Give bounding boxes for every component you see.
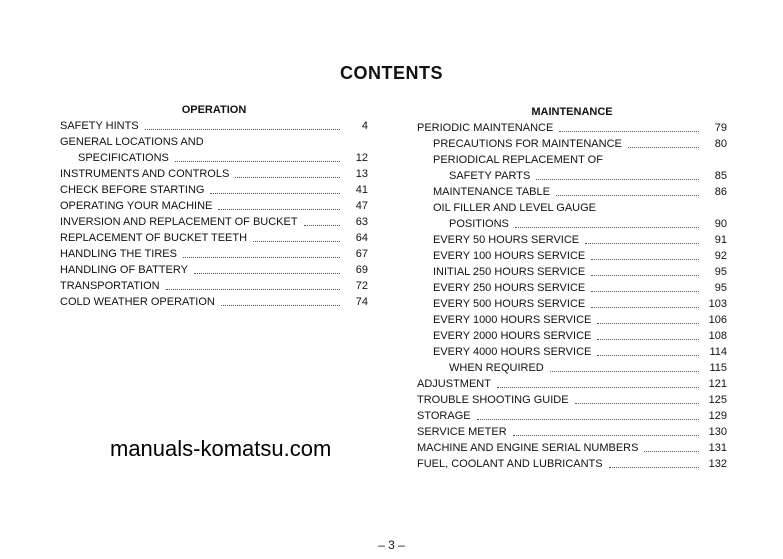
dot-leader <box>597 339 699 340</box>
toc-entry-page: 67 <box>355 248 368 260</box>
toc-entry-page: 95 <box>714 282 727 294</box>
toc-entry-page: 69 <box>355 264 368 276</box>
toc-entry <box>417 455 727 471</box>
toc-entry-page: 108 <box>708 330 727 342</box>
page-number: – 3 – <box>378 538 405 552</box>
toc-entry-label: POSITIONS <box>449 218 509 230</box>
toc-entry-label: HANDLING OF BATTERY <box>60 264 188 276</box>
dot-leader <box>145 129 340 130</box>
dot-leader <box>304 225 340 226</box>
toc-entry <box>60 149 368 165</box>
toc-entry-label: SERVICE METER <box>417 426 507 438</box>
toc-entry <box>417 407 727 423</box>
toc-entry <box>417 279 727 295</box>
maintenance-section <box>417 105 727 471</box>
toc-entry-page: 92 <box>714 250 727 262</box>
toc-entry-label: TRANSPORTATION <box>60 280 160 292</box>
maintenance-list <box>417 119 727 471</box>
dot-leader <box>597 323 699 324</box>
dot-leader <box>194 273 340 274</box>
toc-entry-page: 64 <box>355 232 368 244</box>
toc-entry <box>60 213 368 229</box>
dot-leader <box>515 227 699 228</box>
toc-entry-label: EVERY 50 HOURS SERVICE <box>433 234 580 246</box>
toc-entry <box>60 245 368 261</box>
dot-leader <box>235 177 340 178</box>
toc-entry-label: PRECAUTIONS FOR MAINTENANCE <box>433 138 622 150</box>
dot-leader <box>628 147 699 148</box>
toc-entry-page: 63 <box>355 216 368 228</box>
dot-leader <box>175 161 340 162</box>
toc-entry-label: REPLACEMENT OF BUCKET TEETH <box>60 232 248 244</box>
toc-entry-label: INSTRUMENTS AND CONTROLS <box>60 168 230 180</box>
dot-leader <box>253 241 340 242</box>
toc-entry-page: 47 <box>355 200 368 212</box>
dot-leader <box>556 195 699 196</box>
toc-entry-label: INVERSION AND REPLACEMENT OF BUCKET <box>60 216 298 228</box>
toc-entry <box>417 311 727 327</box>
dot-leader <box>575 403 699 404</box>
toc-entry-label: SAFETY HINTS <box>60 120 139 132</box>
toc-entry-label: STORAGE <box>417 410 471 422</box>
dot-leader <box>609 467 699 468</box>
toc-entry-page: 125 <box>708 394 727 406</box>
toc-entry-label: PERIODIC MAINTENANCE <box>417 122 554 134</box>
toc-entry-label: EVERY 500 HOURS SERVICE <box>433 298 586 310</box>
toc-entry-page: 95 <box>714 266 727 278</box>
toc-entry-label: EVERY 1000 HOURS SERVICE <box>433 314 592 326</box>
toc-entry-label: COLD WEATHER OPERATION <box>60 296 215 308</box>
toc-entry <box>60 277 368 293</box>
toc-entry-label: EVERY 250 HOURS SERVICE <box>433 282 586 294</box>
dot-leader <box>497 387 699 388</box>
toc-entry <box>60 261 368 277</box>
toc-entry <box>60 165 368 181</box>
toc-entry-page: 132 <box>708 458 727 470</box>
toc-entry-page: 79 <box>714 122 727 134</box>
toc-entry-label: MACHINE AND ENGINE SERIAL NUMBERS <box>417 442 639 454</box>
toc-entry <box>417 231 727 247</box>
operation-section <box>60 103 368 309</box>
toc-entry-label: FUEL, COOLANT AND LUBRICANTS <box>417 458 603 470</box>
toc-entry <box>417 343 727 359</box>
page-title: CONTENTS <box>340 63 443 83</box>
dot-leader <box>536 179 699 180</box>
toc-entry <box>417 375 727 391</box>
toc-entry-page: 130 <box>708 426 727 438</box>
toc-entry-page: 91 <box>714 234 727 246</box>
toc-entry-page: 13 <box>355 168 368 180</box>
toc-entry <box>60 293 368 309</box>
dot-leader <box>221 305 340 306</box>
dot-leader <box>585 243 699 244</box>
toc-entry <box>417 151 727 167</box>
operation-heading: OPERATION <box>181 104 247 116</box>
toc-entry-page: 131 <box>708 442 727 454</box>
toc-entry <box>417 247 727 263</box>
toc-entry <box>60 197 368 213</box>
toc-entry-page: 74 <box>355 296 368 308</box>
dot-leader <box>559 131 699 132</box>
toc-entry <box>417 183 727 199</box>
toc-entry-label: EVERY 2000 HOURS SERVICE <box>433 330 592 342</box>
toc-entry <box>417 295 727 311</box>
toc-entry-page: 129 <box>708 410 727 422</box>
toc-entry <box>417 167 727 183</box>
watermark: manuals-komatsu.com <box>110 436 332 461</box>
toc-entry-label: WHEN REQUIRED <box>449 362 544 374</box>
dot-leader <box>591 259 699 260</box>
toc-entry-page: 80 <box>714 138 727 150</box>
toc-entry-label: TROUBLE SHOOTING GUIDE <box>417 394 569 406</box>
toc-entry-page: 90 <box>714 218 727 230</box>
toc-entry-page: 72 <box>355 280 368 292</box>
toc-entry-page: 85 <box>714 170 727 182</box>
dot-leader <box>591 275 699 276</box>
toc-entry <box>417 439 727 455</box>
dot-leader <box>218 209 340 210</box>
dot-leader <box>591 291 699 292</box>
toc-entry-label: HANDLING THE TIRES <box>60 248 177 260</box>
toc-entry-label: EVERY 4000 HOURS SERVICE <box>433 346 592 358</box>
toc-entry-label: OPERATING YOUR MACHINE <box>60 200 213 212</box>
toc-entry-label: GENERAL LOCATIONS AND <box>60 136 204 148</box>
toc-entry-page: 12 <box>355 152 368 164</box>
toc-entry-page: 115 <box>709 362 727 374</box>
toc-entry-label: SAFETY PARTS <box>449 170 531 182</box>
toc-entry-page: 4 <box>361 120 368 132</box>
toc-entry-label: PERIODICAL REPLACEMENT OF <box>433 154 603 166</box>
toc-entry <box>60 133 368 149</box>
toc-entry <box>417 199 727 215</box>
dot-leader <box>597 355 699 356</box>
toc-entry-page: 86 <box>714 186 727 198</box>
dot-leader <box>550 371 699 372</box>
maintenance-heading: MAINTENANCE <box>531 106 613 118</box>
toc-entry <box>60 229 368 245</box>
toc-entry-page: 41 <box>355 184 368 196</box>
dot-leader <box>477 419 699 420</box>
toc-entry <box>417 423 727 439</box>
dot-leader <box>166 289 340 290</box>
toc-entry <box>417 215 727 231</box>
toc-entry-page: 103 <box>708 298 727 310</box>
toc-entry-label: INITIAL 250 HOURS SERVICE <box>433 266 586 278</box>
toc-entry <box>60 181 368 197</box>
dot-leader <box>183 257 340 258</box>
toc-entry-label: CHECK BEFORE STARTING <box>60 184 205 196</box>
toc-entry-label: OIL FILLER AND LEVEL GAUGE <box>433 202 597 214</box>
toc-entry-page: 114 <box>709 346 727 358</box>
toc-entry <box>417 359 727 375</box>
toc-entry <box>60 117 368 133</box>
operation-list <box>60 117 368 309</box>
dot-leader <box>644 451 699 452</box>
dot-leader <box>591 307 699 308</box>
toc-entry-label: ADJUSTMENT <box>417 378 491 390</box>
toc-entry-label: EVERY 100 HOURS SERVICE <box>433 250 586 262</box>
toc-entry-label: SPECIFICATIONS <box>78 152 169 164</box>
toc-entry <box>417 135 727 151</box>
dot-leader <box>513 435 699 436</box>
toc-entry <box>417 391 727 407</box>
toc-entry <box>417 119 727 135</box>
toc-entry-page: 121 <box>708 378 727 390</box>
toc-entry <box>417 327 727 343</box>
dot-leader <box>210 193 340 194</box>
toc-entry <box>417 263 727 279</box>
toc-entry-label: MAINTENANCE TABLE <box>433 186 550 198</box>
toc-entry-page: 106 <box>708 314 727 326</box>
